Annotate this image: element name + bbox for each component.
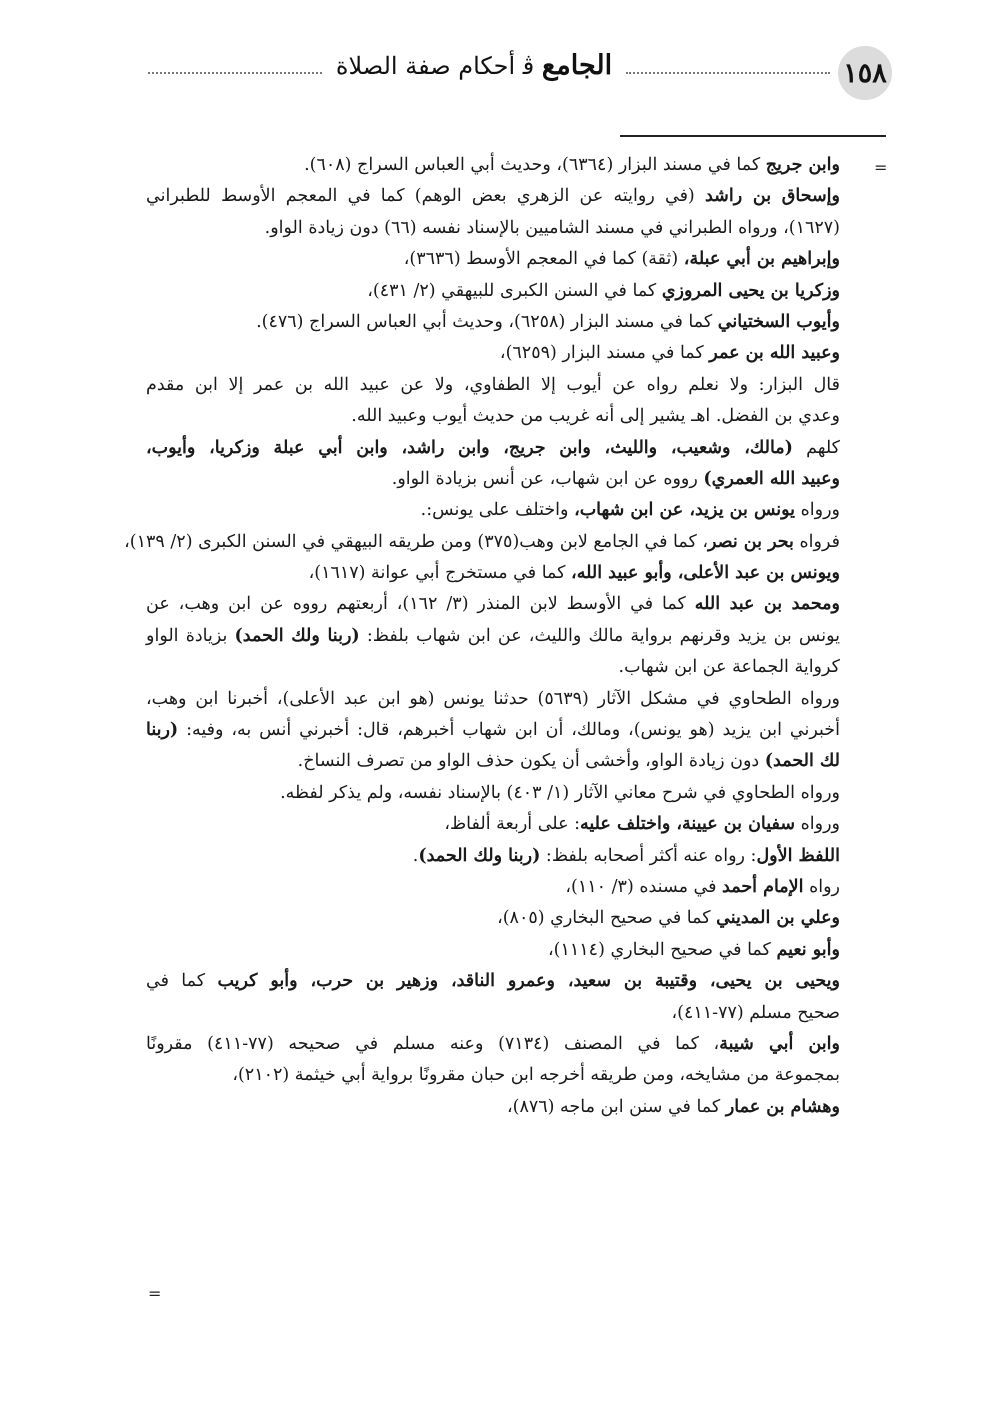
page-number-badge <box>838 46 892 100</box>
bold-text-segment: وابن جريج <box>765 155 840 175</box>
text-line <box>146 181 840 212</box>
text-segment: كما في <box>146 971 218 992</box>
bold-text-segment: وأيوب السختياني <box>717 311 840 332</box>
text-segment: : على أربعة ألفاظ، <box>444 814 580 835</box>
text-line <box>146 778 840 809</box>
bold-text-segment: سفيان بن عيينة، واختلف عليه <box>579 814 796 835</box>
text-line <box>146 464 840 495</box>
text-segment: واختلف على يونس:. <box>420 500 575 521</box>
text-segment: فرواه <box>793 531 840 552</box>
text-line <box>146 715 840 746</box>
bold-text-segment: ويونس بن عبد الأعلى، وأبو عبيد الله، <box>571 563 840 584</box>
bold-text-segment: وأبو نعيم <box>776 939 840 960</box>
footnote-text-block <box>124 150 841 1123</box>
text-segment: كما في صحيح البخاري (١١١٤)، <box>547 939 777 960</box>
text-segment: ورواه <box>795 500 840 521</box>
text-line <box>146 401 840 432</box>
text-segment: ورواه <box>795 814 840 835</box>
text-segment: كما في مسند البزار (٦٢٥٩)، <box>499 343 710 364</box>
bold-text-segment: وعبيد الله بن عمر <box>709 343 840 364</box>
text-segment: رووه عن ابن شهاب، عن أنس بزيادة الواو. <box>391 468 704 489</box>
bold-text-segment: وعلي بن المديني <box>716 908 840 929</box>
text-segment: رواه <box>803 876 840 897</box>
text-line <box>146 589 840 620</box>
bold-text-segment: لك الحمد) <box>764 751 840 772</box>
text-line <box>146 998 840 1029</box>
text-line <box>146 495 840 526</box>
page-number: ١٥٨ <box>843 57 887 89</box>
text-segment: ورواه الطحاوي في مشكل الآثار (٥٦٣٩) حدثنا يونس (هو ابن عبد الأعلى)، أخبرنا ابن وهب، <box>146 688 840 709</box>
text-segment: ، كما في المصنف (٧١٣٤) وعنه مسلم في صحيحه (٧٧-٤١١) مقرونًا <box>146 1033 720 1054</box>
text-segment: . <box>412 845 419 866</box>
text-segment: ورواه الطحاوي في شرح معاني الآثار (١/ ٤٠٣) بالإسناد نفسه، ولم يذكر لفظه. <box>280 782 840 803</box>
bold-text-segment: وإسحاق بن راشد <box>704 186 840 207</box>
text-line <box>146 433 840 464</box>
text-line <box>146 213 840 244</box>
text-segment: كرواية الجماعة عن ابن شهاب. <box>618 657 840 678</box>
text-line <box>146 966 840 997</box>
text-line <box>124 527 840 558</box>
continuation-mark-bottom: = <box>148 1284 162 1303</box>
text-line <box>146 338 840 369</box>
text-line <box>146 276 840 307</box>
bold-text-segment: وابن أبي شيبة <box>719 1033 840 1054</box>
text-segment: كما في مسند البزار (٦٢٥٨)، وحديث أبي العباس السراج (٤٧٦). <box>256 311 718 332</box>
text-segment: كما في السنن الكبرى للبيهقي (٢/ ٤٣١)، <box>367 280 662 301</box>
bold-text-segment: الإمام أحمد <box>722 876 804 897</box>
text-line <box>146 746 840 777</box>
bold-text-segment: اللفظ الأول <box>756 845 840 866</box>
running-header-title <box>324 50 624 81</box>
text-segment: بزيادة الواو <box>146 625 235 646</box>
header-title-rest: ﭬ أحكام صفة الصلاة <box>335 52 542 80</box>
text-line <box>146 652 840 683</box>
header-title-bold: الجامع <box>541 50 613 81</box>
header-dotted-leader-right <box>626 72 830 74</box>
bold-text-segment: وهشام بن عمار <box>725 1096 840 1117</box>
text-segment: كلهم <box>792 437 840 458</box>
text-line <box>146 370 840 401</box>
bold-text-segment: (ربنا ولك الحمد) <box>418 845 541 866</box>
header-dotted-leader-left <box>148 72 322 74</box>
text-line <box>146 621 840 652</box>
text-segment: (١٦٢٧)، ورواه الطبراني في مسند الشاميين بالإسناد نفسه (٦٦) دون زيادة الواو. <box>264 217 840 238</box>
bold-text-segment: بحر بن نصر <box>708 531 794 552</box>
text-segment: قال البزار: ولا نعلم رواه عن أيوب إلا الطفاوي، ولا عن عبيد الله بن عمر إلا ابن مقدم <box>146 374 840 395</box>
text-line <box>146 872 840 903</box>
text-line <box>146 1029 840 1060</box>
text-line <box>146 903 840 934</box>
text-segment: كما في مسند البزار (٦٣٦٤)، وحديث أبي العباس السراج (٦٠٨). <box>304 155 766 175</box>
text-line <box>146 558 840 589</box>
bold-text-segment: ومحمد بن عبد الله <box>694 594 840 615</box>
text-segment: كما في صحيح البخاري (٨٠٥)، <box>497 908 717 929</box>
text-line <box>146 1060 840 1091</box>
text-segment: وعدي بن الفضل. اهـ يشير إلى أنه غريب من حديث أيوب وعبيد الله. <box>351 406 840 427</box>
text-line <box>146 244 840 275</box>
text-segment: (في روايته عن الزهري بعض الوهم) كما في المعجم الأوسط للطبراني <box>146 186 705 207</box>
bold-text-segment: (ربنا ولك الحمد) <box>234 625 360 646</box>
text-line <box>146 841 840 872</box>
text-segment: صحيح مسلم (٧٧-٤١١)، <box>671 1002 840 1023</box>
continuation-mark-top: = <box>874 158 888 177</box>
text-line <box>146 150 840 181</box>
text-segment: بمجموعة من مشايخه، ومن طريقه أخرجه ابن حبان مقرونًا برواية أبي خيثمة (٢١٠٢)، <box>232 1065 840 1086</box>
bold-text-segment: يونس بن يزيد، عن ابن شهاب، <box>574 500 796 521</box>
text-segment: كما في الأوسط لابن المنذر (٣/ ١٦٢)، أربعتهم رووه عن ابن وهب، عن <box>146 594 695 615</box>
text-segment: يونس بن يزيد وقرنهم برواية مالك والليث، عن ابن شهاب بلفظ: <box>359 625 840 646</box>
text-segment: : رواه عنه أكثر أصحابه بلفظ: <box>540 845 757 866</box>
bold-text-segment: (مالك، وشعيب، والليث، وابن جريج، وابن راشد، وابن أبي عبلة وزكريا، وأيوب، <box>146 437 793 458</box>
text-line <box>146 307 840 338</box>
footnote-separator-rule <box>620 135 886 137</box>
text-segment: ، كما في الجامع لابن وهب(٣٧٥) ومن طريقه البيهقي في السنن الكبرى (٢/ ١٣٩)، <box>124 531 709 552</box>
bold-text-segment: وعبيد الله العمري) <box>703 468 840 489</box>
text-segment: في مسنده (٣/ ١١٠)، <box>565 876 723 897</box>
text-line <box>146 809 840 840</box>
text-line <box>146 1092 840 1123</box>
text-segment: كما في مستخرج أبي عوانة (١٦١٧)، <box>308 563 572 584</box>
text-segment: (ثقة) كما في المعجم الأوسط (٣٦٣٦)، <box>403 249 684 270</box>
text-line <box>146 684 840 715</box>
text-segment: أخبرني ابن يزيد (هو يونس)، ومالك، أن ابن شهاب أخبرهم، قال: أخبرني أنس به، وفيه: <box>178 720 840 741</box>
text-segment: دون زيادة الواو، وأخشى أن يكون حذف الواو من تصرف النساخ. <box>297 751 765 772</box>
text-segment: كما في سنن ابن ماجه (٨٧٦)، <box>506 1096 726 1117</box>
text-line <box>146 935 840 966</box>
bold-text-segment: وزكريا بن يحيى المروزي <box>661 280 840 301</box>
bold-text-segment: (ربنا <box>146 720 179 741</box>
bold-text-segment: ويحيى بن يحيى، وقتيبة بن سعيد، وعمرو الناقد، وزهير بن حرب، وأبو كريب <box>217 971 841 992</box>
bold-text-segment: وإبراهيم بن أبي عبلة، <box>683 249 840 270</box>
